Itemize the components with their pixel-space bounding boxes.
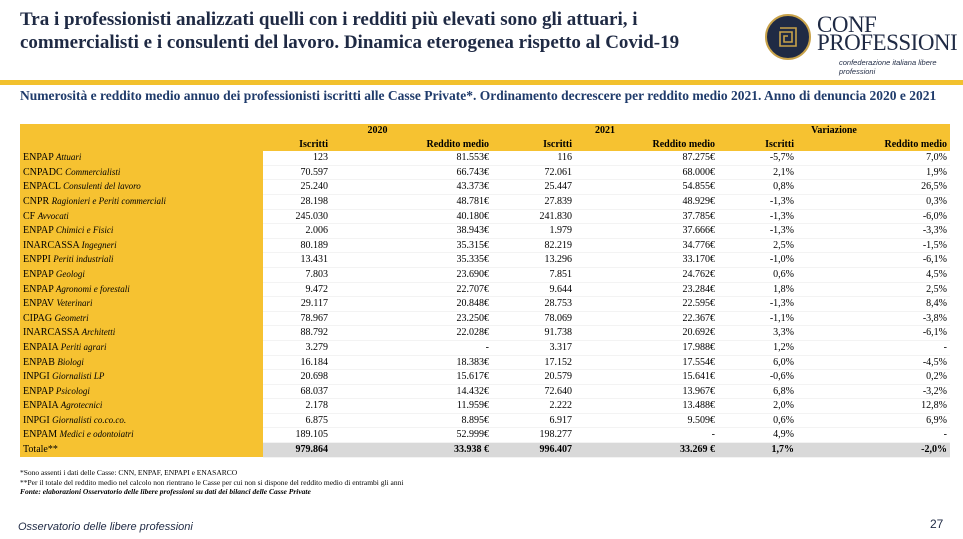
row-label (20, 326, 263, 341)
table-cell: 2.222 (492, 399, 575, 414)
table-cell: 241.830 (492, 209, 575, 224)
profession-name: Periti industriali (53, 254, 114, 265)
profession-name: Giornalisti co.co.co. (52, 414, 127, 425)
table-row (20, 194, 950, 209)
row-label (20, 224, 263, 239)
table-cell: 3.279 (263, 340, 331, 355)
table-cell: 22.367€ (575, 311, 718, 326)
profession-name: Geometri (54, 312, 89, 323)
table-cell: 13.488€ (575, 399, 718, 414)
table-cell: 2,5% (797, 282, 950, 297)
footnotes (20, 468, 920, 497)
row-label (20, 209, 263, 224)
table-cell: 22.707€ (331, 282, 492, 297)
table-cell: -1,3% (718, 194, 797, 209)
cassa-name: ENPAB (23, 356, 55, 368)
table-cell: 16.184 (263, 355, 331, 370)
table-group-header (20, 124, 950, 138)
casse-table (20, 124, 950, 458)
table-cell: 13.296 (492, 253, 575, 268)
table-cell: 1,9% (797, 165, 950, 180)
table-cell: 23.690€ (331, 267, 492, 282)
cassa-name: INARCASSA (23, 239, 80, 251)
table-cell: 6.917 (492, 413, 575, 428)
table-cell: 7,0% (797, 151, 950, 165)
group-2020: 2020 (263, 124, 492, 138)
row-label (20, 428, 263, 443)
table-cell: 4,9% (718, 428, 797, 443)
total-cell: 979.864 (263, 443, 331, 458)
table-cell: 245.030 (263, 209, 331, 224)
table-row (20, 224, 950, 239)
profession-name: Agronomi e forestali (55, 283, 130, 294)
table-cell: 4,5% (797, 267, 950, 282)
profession-name: Biologi (57, 356, 84, 367)
table-row (20, 267, 950, 282)
table-cell: 28.198 (263, 194, 331, 209)
cassa-name: ENPPI (23, 254, 51, 266)
profession-name: Ingegneri (81, 239, 117, 250)
table-row (20, 399, 950, 414)
profession-name: Geologi (55, 268, 85, 279)
table-cell: -6,1% (797, 253, 950, 268)
table-cell: 25.240 (263, 180, 331, 195)
table-row (20, 282, 950, 297)
col-iscritti-2020: Iscritti (263, 138, 331, 152)
profession-name: Ragionieri e Periti commerciali (51, 195, 167, 206)
table-cell: 72.640 (492, 384, 575, 399)
total-cell: 33.938 € (331, 443, 492, 458)
table-cell: -5,7% (718, 151, 797, 165)
table-row (20, 413, 950, 428)
table-cell: 68.037 (263, 384, 331, 399)
group-variazione: Variazione (718, 124, 950, 138)
table-cell: 17.988€ (575, 340, 718, 355)
labyrinth-icon (765, 14, 811, 60)
table-cell: 20.848€ (331, 297, 492, 312)
table-subtitle: Numerosità e reddito medio annuo dei professionisti iscritti alle Casse Private*. Ordinamento decrescere per reddito medio 2021. Anno di denuncia 2020 e 2021 (20, 88, 937, 103)
table-row (20, 209, 950, 224)
table-cell: 1,8% (718, 282, 797, 297)
table-row (20, 384, 950, 399)
table-cell: 81.553€ (331, 151, 492, 165)
profession-name: Architetti (81, 327, 116, 338)
table-cell: 0,6% (718, 413, 797, 428)
row-label (20, 151, 263, 165)
table-cell: 29.117 (263, 297, 331, 312)
cassa-name: ENPAP (23, 152, 54, 164)
table-cell: 2.006 (263, 224, 331, 239)
table-cell: 12,8% (797, 399, 950, 414)
profession-name: Chimici e Fisici (55, 225, 114, 236)
table-cell: 15.617€ (331, 370, 492, 385)
table-cell: 26,5% (797, 180, 950, 195)
cassa-name: CNPR (23, 195, 50, 207)
table-row (20, 311, 950, 326)
row-label (20, 282, 263, 297)
table-cell: 3.317 (492, 340, 575, 355)
table-cell: - (797, 340, 950, 355)
table-row (20, 151, 950, 165)
table-cell: 17.152 (492, 355, 575, 370)
table-cell: 48.929€ (575, 194, 718, 209)
table-cell: 9.509€ (575, 413, 718, 428)
table-cell: 8.895€ (331, 413, 492, 428)
table-row (20, 165, 950, 180)
table-cell: -1,0% (718, 253, 797, 268)
row-label (20, 253, 263, 268)
logo-wordmark: CONF PROFESSIONI (817, 12, 958, 55)
table-cell: 13.431 (263, 253, 331, 268)
table-cell: -0,6% (718, 370, 797, 385)
table-cell: 123 (263, 151, 331, 165)
table-cell: -4,5% (797, 355, 950, 370)
table-cell: 14.432€ (331, 384, 492, 399)
footnote-1: *Sono assenti i dati delle Casse: CNN, ENPAF, ENPAPI e ENASARCO (20, 468, 238, 477)
cassa-name: ENPAIA (23, 341, 59, 353)
table-cell: 7.851 (492, 267, 575, 282)
table-cell: 24.762€ (575, 267, 718, 282)
table-cell: 88.792 (263, 326, 331, 341)
table-cell: 8,4% (797, 297, 950, 312)
cassa-name: INPGI (23, 371, 50, 383)
table-cell: 2,5% (718, 238, 797, 253)
table-cell: 40.180€ (331, 209, 492, 224)
table-cell: 17.554€ (575, 355, 718, 370)
cassa-name: ENPAP (23, 225, 54, 237)
table-cell: -1,1% (718, 311, 797, 326)
table-cell: 87.275€ (575, 151, 718, 165)
col-reddito-2020: Reddito medio (331, 138, 492, 152)
table-cell: -1,3% (718, 297, 797, 312)
cassa-name: ENPACL (23, 181, 61, 193)
row-label (20, 413, 263, 428)
profession-name: Commercialisti (65, 166, 121, 177)
total-cell: 996.407 (492, 443, 575, 458)
col-reddito-var: Reddito medio (797, 138, 950, 152)
cassa-name: CNPADC (23, 166, 63, 178)
table-cell: 189.105 (263, 428, 331, 443)
table-cell: 37.785€ (575, 209, 718, 224)
cassa-name: INARCASSA (23, 327, 80, 339)
table-cell: 35.335€ (331, 253, 492, 268)
table-cell: 18.383€ (331, 355, 492, 370)
table-cell: 22.028€ (331, 326, 492, 341)
table-cell: 20.579 (492, 370, 575, 385)
header-rule (0, 80, 963, 85)
table-cell: - (331, 340, 492, 355)
table-cell: -6,0% (797, 209, 950, 224)
table-cell: -3,8% (797, 311, 950, 326)
table-cell: 0,6% (718, 267, 797, 282)
profession-name: Avvocati (37, 210, 69, 221)
table-cell: 78.967 (263, 311, 331, 326)
table-cell: 116 (492, 151, 575, 165)
footer-text: Osservatorio delle libere professioni (18, 521, 193, 533)
profession-name: Medici e odontoiatri (59, 429, 134, 440)
row-label (20, 180, 263, 195)
table-cell: 91.738 (492, 326, 575, 341)
table-cell: 78.069 (492, 311, 575, 326)
table-cell: 6.875 (263, 413, 331, 428)
table-cell: 70.597 (263, 165, 331, 180)
table-row (20, 253, 950, 268)
table-row (20, 340, 950, 355)
table-cell: 23.284€ (575, 282, 718, 297)
table-cell: 15.641€ (575, 370, 718, 385)
table-cell: 48.781€ (331, 194, 492, 209)
total-row (20, 443, 950, 458)
table-cell: 6,8% (718, 384, 797, 399)
table-cell: -1,3% (718, 224, 797, 239)
profession-name: Consulenti del lavoro (63, 181, 141, 192)
logo-subtitle: confederazione italiana libere professioni (839, 58, 937, 76)
table-cell: 13.967€ (575, 384, 718, 399)
table-cell: 52.999€ (331, 428, 492, 443)
col-reddito-2021: Reddito medio (575, 138, 718, 152)
table-cell: 1.979 (492, 224, 575, 239)
table-cell: 37.666€ (575, 224, 718, 239)
table-cell: 6,0% (718, 355, 797, 370)
col-iscritti-var: Iscritti (718, 138, 797, 152)
col-iscritti-2021: Iscritti (492, 138, 575, 152)
table-cell: - (797, 428, 950, 443)
table-cell: 0,2% (797, 370, 950, 385)
table-cell: 33.170€ (575, 253, 718, 268)
table-cell: 80.189 (263, 238, 331, 253)
table-cell: -6,1% (797, 326, 950, 341)
table-cell: 2,0% (718, 399, 797, 414)
table-cell: 34.776€ (575, 238, 718, 253)
row-label (20, 399, 263, 414)
row-label (20, 340, 263, 355)
table-cell: - (575, 428, 718, 443)
row-label (20, 267, 263, 282)
table-cell: 0,3% (797, 194, 950, 209)
table-cell: 22.595€ (575, 297, 718, 312)
table-row (20, 297, 950, 312)
row-label (20, 194, 263, 209)
table-cell: 11.959€ (331, 399, 492, 414)
table-cell: 6,9% (797, 413, 950, 428)
table-row (20, 238, 950, 253)
table-cell: -1,5% (797, 238, 950, 253)
cassa-name: ENPAP (23, 283, 54, 295)
confprofessioni-logo (765, 12, 958, 76)
total-cell: 1,7% (718, 443, 797, 458)
row-label (20, 355, 263, 370)
table-cell: 28.753 (492, 297, 575, 312)
table-cell: 23.250€ (331, 311, 492, 326)
table-cell: 68.000€ (575, 165, 718, 180)
source-note: Fonte: elaborazioni Osservatorio delle libere professioni su dati dei bilanci delle Casse Private (20, 487, 311, 496)
table-body (20, 151, 950, 457)
table-cell: 43.373€ (331, 180, 492, 195)
row-label (20, 311, 263, 326)
table-cell: 82.219 (492, 238, 575, 253)
table-cell: 9.644 (492, 282, 575, 297)
table-row (20, 355, 950, 370)
table-row (20, 428, 950, 443)
table-cell: 25.447 (492, 180, 575, 195)
table-cell: 7.803 (263, 267, 331, 282)
table-cell: -1,3% (718, 209, 797, 224)
slide-title: Tra i professionisti analizzati quelli con i redditi più elevati sono gli attuari, i commercialisti e i consulenti del lavoro. Dinamica eterogenea rispetto al Covid-19 (20, 9, 680, 53)
table-cell: 35.315€ (331, 238, 492, 253)
table-cell: 20.692€ (575, 326, 718, 341)
cassa-name: ENPAM (23, 429, 58, 441)
table-cell: 2,1% (718, 165, 797, 180)
table-cell: 72.061 (492, 165, 575, 180)
profession-name: Psicologi (55, 385, 90, 396)
table-cell: 9.472 (263, 282, 331, 297)
page-number: 27 (930, 517, 944, 531)
cassa-name: ENPAIA (23, 400, 59, 412)
table-cell: 3,3% (718, 326, 797, 341)
cassa-name: CIPAG (23, 312, 53, 324)
group-2021: 2021 (492, 124, 718, 138)
cassa-name: ENPAP (23, 268, 54, 280)
table-cell: 66.743€ (331, 165, 492, 180)
table-cell: 2.178 (263, 399, 331, 414)
row-label (20, 165, 263, 180)
row-label (20, 384, 263, 399)
cassa-name: INPGI (23, 414, 50, 426)
total-label: Totale** (20, 443, 263, 458)
cassa-name: ENPAV (23, 298, 54, 310)
profession-name: Attuari (55, 152, 82, 163)
table-column-header (20, 138, 950, 152)
total-cell: 33.269 € (575, 443, 718, 458)
table-row (20, 180, 950, 195)
table-cell: -3,2% (797, 384, 950, 399)
table-cell: 198.277 (492, 428, 575, 443)
table-cell: -3,3% (797, 224, 950, 239)
row-label (20, 297, 263, 312)
cassa-name: CF (23, 210, 36, 222)
table-cell: 54.855€ (575, 180, 718, 195)
table-cell: 20.698 (263, 370, 331, 385)
row-label (20, 238, 263, 253)
footnote-2: **Per il totale del reddito medio nel calcolo non rientrano le Casse per cui non si dispone del reddito medio di entrambi gli anni (20, 477, 404, 487)
cassa-name: ENPAP (23, 385, 54, 397)
table-cell: 27.839 (492, 194, 575, 209)
table-cell: 0,8% (718, 180, 797, 195)
profession-name: Veterinari (56, 298, 93, 309)
table-row (20, 370, 950, 385)
row-label (20, 370, 263, 385)
profession-name: Periti agrari (60, 341, 107, 352)
table-cell: 1,2% (718, 340, 797, 355)
table-cell: 38.943€ (331, 224, 492, 239)
profession-name: Agrotecnici (60, 400, 103, 411)
profession-name: Giornalisti LP (52, 371, 105, 382)
table-row (20, 326, 950, 341)
total-cell: -2,0% (797, 443, 950, 458)
